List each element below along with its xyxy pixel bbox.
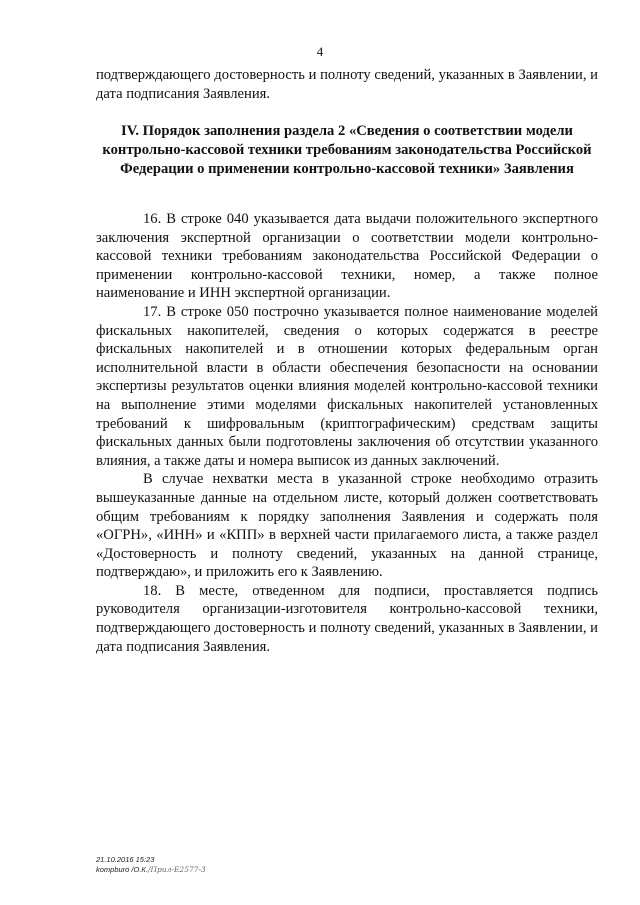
section-title: IV. Порядок заполнения раздела 2 «Сведения о соответствии модели контрольно-кассовой техники требованиям законодательства Российской Федерации о применении контрольно-кассовой техники» Заявления	[102, 123, 592, 177]
body-text	[96, 210, 598, 656]
paragraph-18: 18. В месте, отведенном для подписи, проставляется подпись руководителя организации-изготовителя контрольно-кассовой техники, подтверждающего достоверность и полноту сведений, указанных в Заявлении, и дата подписания Заявления.	[96, 582, 598, 655]
footer-author	[96, 865, 206, 875]
paragraph-17: 17. В строке 050 построчно указывается полное наименование моделей фискальных накопителей, сведения о которых содержатся в реестре фискальных накопителей и в отношении которых федеральным орган исполнительной власти в области обеспечения безопасности на основании экспертизы результатов оценки влияния моделей контрольно-кассовой техники на выполнение этими моделями фискальных накопителей установленных требований к шифровальным (криптографическим) средствам защиты фискальных данных были подготовлены заключения об отсутствии указанного влияния, а также даты и номера выписок из данных заключений.	[96, 303, 598, 469]
footer-author-name: kompburo /О.К.	[96, 865, 148, 874]
paragraph-17-continued: В случае нехватки места в указанной строке необходимо отразить вышеуказанные данные на отдельном листе, который должен соответствовать общим требованиям к порядку заполнения Заявления и содержать поля «ОГРН», «ИНН» и «КПП» в верхней части прилагаемого листа, а также раздел «Достоверность и полноту сведений, указанных на данной странице, подтверждаю», и приложить его к Заявлению.	[96, 471, 598, 581]
footer-date: 21.10.2016 15:23	[96, 855, 155, 864]
intro-text: подтверждающего достоверность и полноту сведений, указанных в Заявлении, и дата подписания Заявления.	[96, 67, 598, 102]
paragraph-16: 16. В строке 040 указывается дата выдачи положительного экспертного заключения экспертной организации о соответствии модели контрольно-кассовой техники требованиям законодательства Российской Федерации о применении контрольно-кассовой техники, номер, а также полное наименование и ИНН экспертной организации.	[96, 211, 598, 302]
page-number: 4	[316, 44, 324, 59]
footer-stamp	[96, 855, 206, 875]
footer-doc-ref: /Прил-Е2577-3	[147, 865, 206, 874]
